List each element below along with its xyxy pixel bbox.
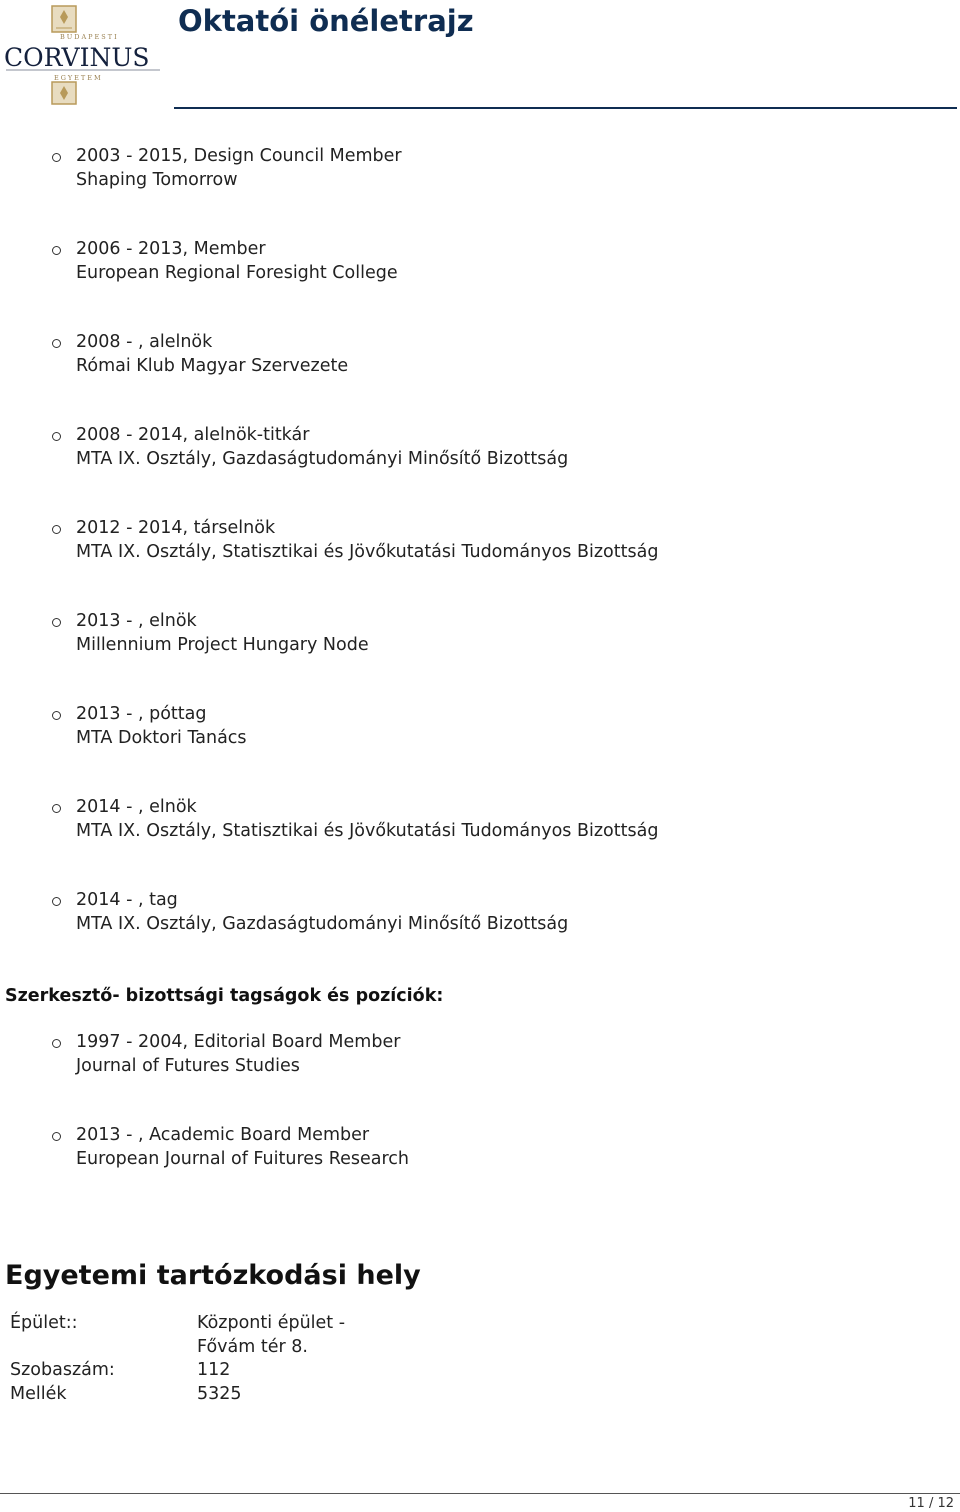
page-number: 11 / 12: [908, 1496, 954, 1511]
item-title: 2014 - , tag: [76, 890, 178, 910]
item-org: European Regional Foresight College: [76, 262, 398, 283]
bullet-icon: [52, 1039, 61, 1048]
list-item: [0, 889, 658, 982]
university-logo: [4, 4, 164, 106]
room-value: 112: [197, 1360, 231, 1380]
bullet-icon: [52, 153, 61, 162]
building-value-line2: Fővám tér 8.: [197, 1336, 308, 1357]
logo-wordmark: CORVINUS: [4, 43, 150, 72]
bullet-icon: [52, 432, 61, 441]
location-table: [5, 1312, 345, 1406]
list-item: [0, 424, 658, 517]
item-org: MTA IX. Osztály, Gazdaságtudományi Minősítő Bizottság: [76, 913, 569, 934]
building-value: [192, 1312, 345, 1359]
list-item: [0, 1124, 409, 1217]
item-title: 2008 - 2014, alelnök-titkár: [76, 425, 310, 445]
item-org: MTA IX. Osztály, Statisztikai és Jövőkutatási Tudományos Bizottság: [76, 541, 659, 562]
footer-divider: [0, 1493, 960, 1494]
list-item: [0, 796, 658, 889]
bullet-icon: [52, 339, 61, 348]
list-item: [0, 1031, 409, 1124]
extension-label: Mellék: [10, 1383, 67, 1404]
bullet-icon: [52, 804, 61, 813]
item-org: MTA IX. Osztály, Statisztikai és Jövőkutatási Tudományos Bizottság: [76, 820, 659, 841]
room-row: [5, 1359, 345, 1383]
item-org: Római Klub Magyar Szervezete: [76, 355, 349, 376]
building-label: Épület::: [10, 1313, 78, 1333]
item-title: 2014 - , elnök: [76, 797, 197, 817]
item-title: 2003 - 2015, Design Council Member: [76, 146, 402, 166]
item-title: 2012 - 2014, társelnök: [76, 518, 276, 538]
bullet-icon: [52, 1132, 61, 1141]
page-title: Oktatói önéletrajz: [178, 4, 474, 38]
bullet-icon: [52, 711, 61, 720]
logo-bottom-text: EGYETEM: [54, 74, 103, 82]
building-row: [5, 1312, 345, 1359]
item-org: MTA IX. Osztály, Gazdaságtudományi Minősítő Bizottság: [76, 448, 569, 469]
extension-value: 5325: [197, 1383, 242, 1404]
editorial-heading: Szerkesztő- bizottsági tagságok és pozíciók:: [5, 986, 444, 1006]
location-title: Egyetemi tartózkodási hely: [5, 1260, 421, 1291]
logo-top-text: BUDAPESTI: [60, 33, 119, 41]
editorial-list: [0, 1031, 409, 1217]
item-title: 2013 - , Academic Board Member: [76, 1125, 370, 1145]
membership-list: [0, 145, 658, 982]
item-title: 2006 - 2013, Member: [76, 239, 266, 259]
bullet-icon: [52, 897, 61, 906]
item-org: Shaping Tomorrow: [76, 169, 238, 190]
item-org: European Journal of Fuitures Research: [76, 1148, 409, 1169]
building-value-line1: Központi épület -: [197, 1313, 346, 1333]
extension-row: [5, 1383, 345, 1407]
list-item: [0, 517, 658, 610]
item-title: 1997 - 2004, Editorial Board Member: [76, 1032, 401, 1052]
item-title: 2013 - , elnök: [76, 611, 197, 631]
list-item: [0, 238, 658, 331]
list-item: [0, 610, 658, 703]
item-title: 2013 - , póttag: [76, 704, 207, 724]
item-org: MTA Doktori Tanács: [76, 727, 247, 748]
list-item: [0, 145, 658, 238]
bullet-icon: [52, 525, 61, 534]
bullet-icon: [52, 246, 61, 255]
room-label: Szobaszám:: [10, 1360, 115, 1380]
list-item: [0, 703, 658, 796]
header-divider: [174, 107, 957, 109]
item-org: Millennium Project Hungary Node: [76, 634, 369, 655]
list-item: [0, 331, 658, 424]
item-title: 2008 - , alelnök: [76, 332, 213, 352]
item-org: Journal of Futures Studies: [76, 1055, 300, 1076]
bullet-icon: [52, 618, 61, 627]
